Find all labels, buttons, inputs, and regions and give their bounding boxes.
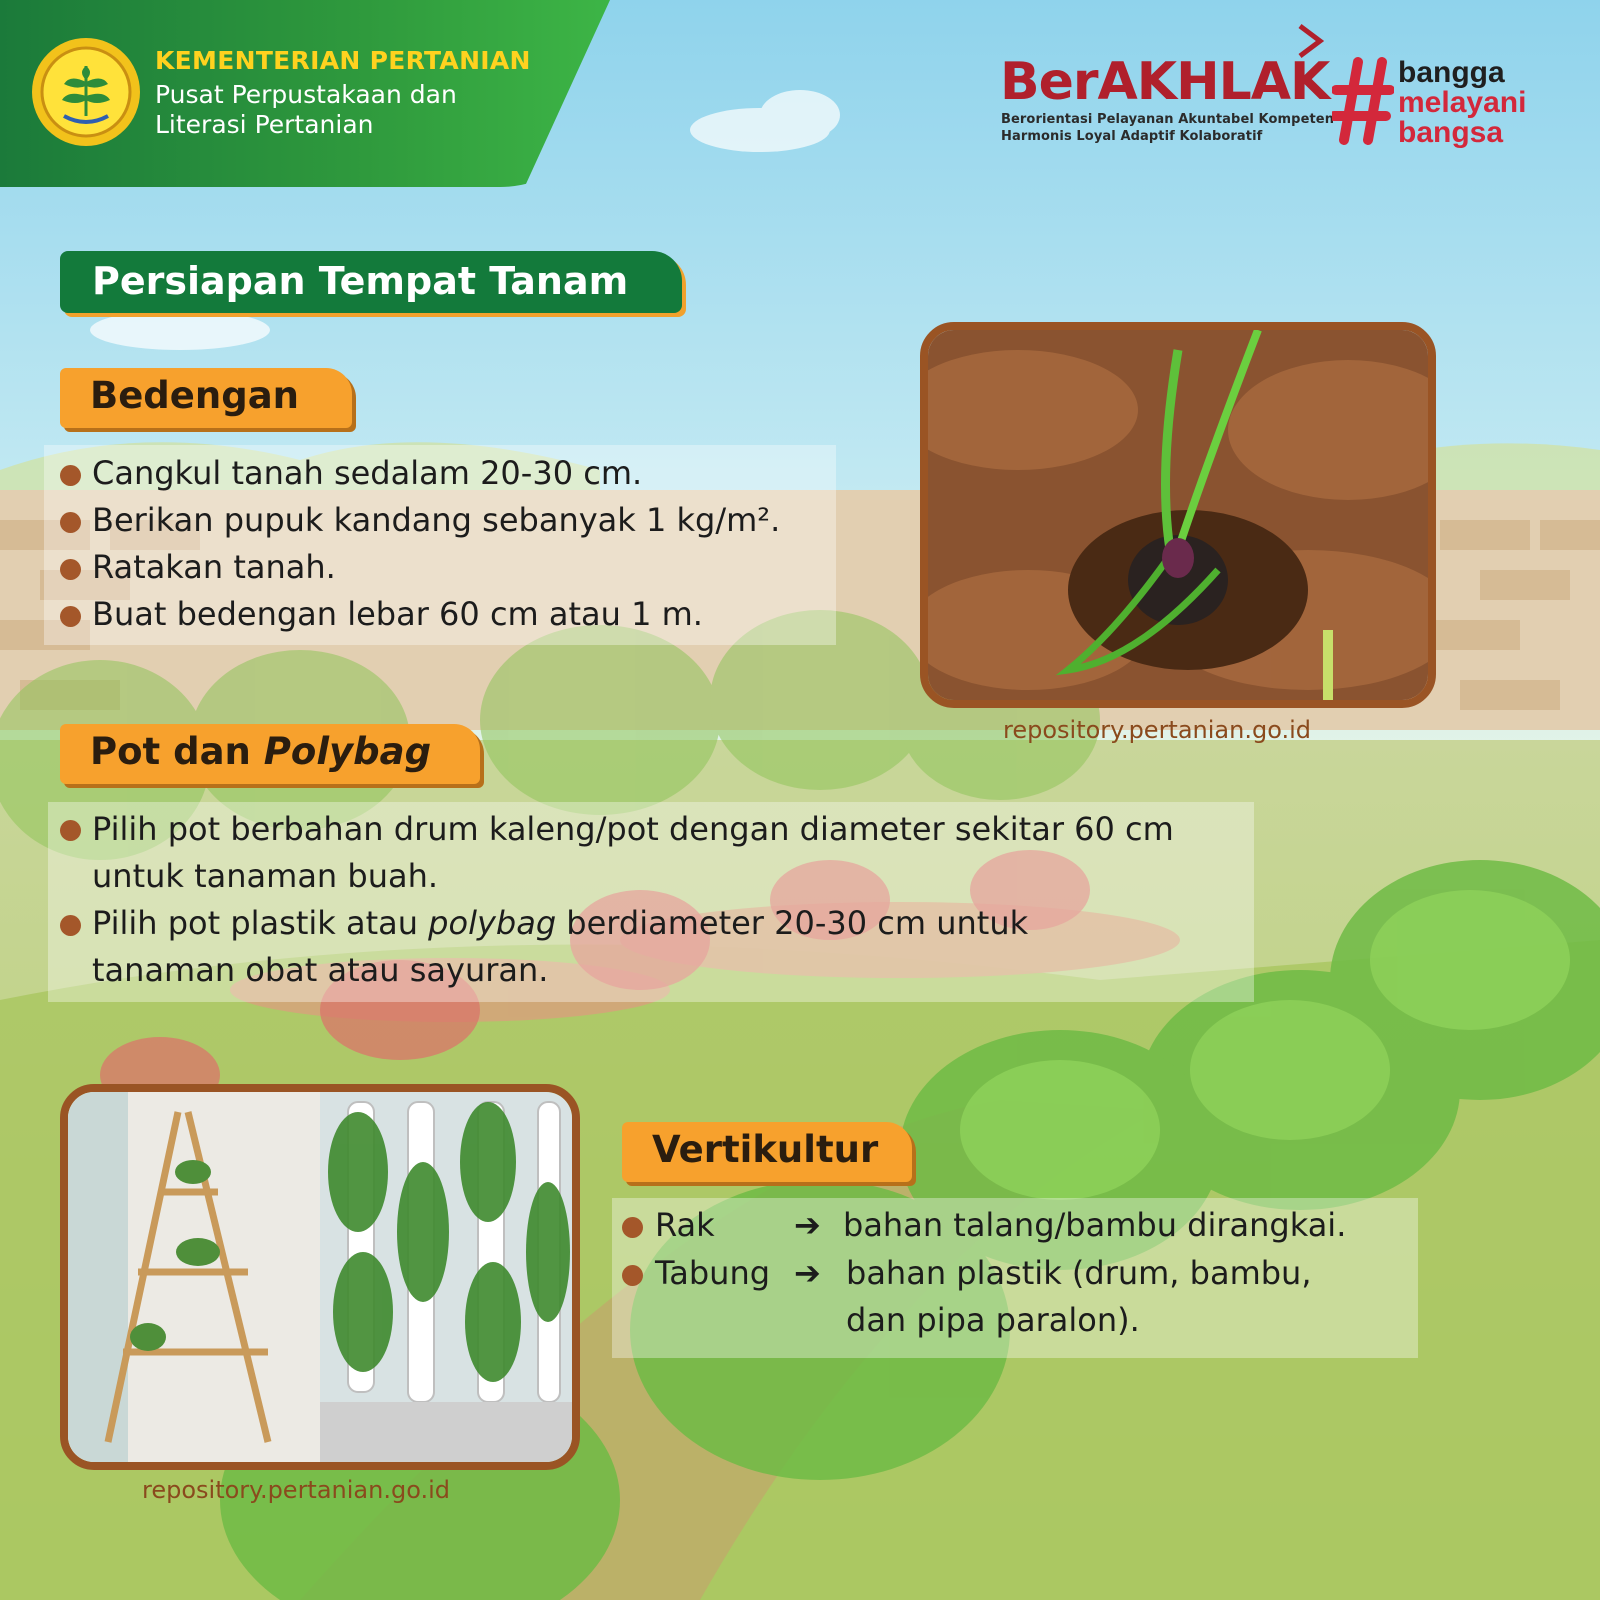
- pot-heading-plain: Pot dan: [90, 730, 264, 773]
- page-title-banner: [60, 251, 682, 313]
- vertikultur-image: [68, 1092, 572, 1462]
- berakhlak-chevron-icon: [1296, 24, 1324, 58]
- pot-item-2-italic: polybag: [428, 904, 557, 942]
- bullet-dot-icon: [60, 465, 81, 486]
- soil-photo-credit: repository.pertanian.go.id: [1003, 716, 1312, 744]
- soil-onion-image: [928, 330, 1428, 700]
- rak-description: bahan talang/bambu dirangkai.: [843, 1206, 1347, 1244]
- pot-heading-tag: [60, 724, 480, 784]
- bullet-dot-icon: [60, 915, 81, 936]
- bedengan-item: Cangkul tanah sedalam 20-30 cm.: [92, 454, 643, 492]
- berakhlak-logo-text: BerAKHLAK: [1000, 52, 1330, 112]
- arrow-right-icon: ➔: [794, 1254, 821, 1292]
- rak-label: Rak: [655, 1206, 715, 1244]
- bullet-dot-icon: [622, 1217, 643, 1238]
- arrow-right-icon: ➔: [794, 1206, 821, 1244]
- bullet-dot-icon: [60, 559, 81, 580]
- tabung-description-line-1: bahan plastik (drum, bambu,: [846, 1254, 1312, 1292]
- hashtag-icon: [1332, 56, 1394, 146]
- tagline-bangsa: bangsa: [1398, 116, 1504, 149]
- bedengan-heading: Bedengan: [90, 374, 300, 417]
- pot-item-1-line-2: untuk tanaman buah.: [92, 857, 439, 895]
- bullet-dot-icon: [622, 1265, 643, 1286]
- kementan-logo-icon: [30, 36, 142, 148]
- bedengan-item: Buat bedengan lebar 60 cm atau 1 m.: [92, 595, 703, 633]
- bedengan-item: Ratakan tanah.: [92, 548, 336, 586]
- org-name: KEMENTERIAN PERTANIAN: [155, 46, 531, 75]
- tabung-label: Tabung: [655, 1254, 771, 1292]
- tabung-description-line-2: dan pipa paralon).: [846, 1301, 1140, 1339]
- pot-item-2-post: berdiameter 20-30 cm untuk: [556, 904, 1029, 942]
- page-title: Persiapan Tempat Tanam: [92, 259, 629, 303]
- berakhlak-tagline-1: Berorientasi Pelayanan Akuntabel Kompeten: [1001, 112, 1335, 127]
- tagline-bangga: bangga: [1398, 56, 1505, 89]
- vertikultur-heading: Vertikultur: [652, 1128, 879, 1171]
- bedengan-item: Berikan pupuk kandang sebanyak 1 kg/m².: [92, 501, 781, 539]
- soil-onion-photo: [920, 322, 1436, 708]
- vertikultur-photo: [60, 1084, 580, 1470]
- unit-name-line-1: Pusat Perpustakaan dan: [155, 80, 457, 109]
- bullet-dot-icon: [60, 512, 81, 533]
- vertikultur-heading-tag: [622, 1122, 912, 1182]
- vertikultur-photo-credit: repository.pertanian.go.id: [142, 1476, 451, 1504]
- bullet-dot-icon: [60, 606, 81, 627]
- berakhlak-tagline-2: Harmonis Loyal Adaptif Kolaboratif: [1001, 129, 1263, 144]
- unit-name-line-2: Literasi Pertanian: [155, 110, 374, 139]
- tagline-melayani: melayani: [1398, 86, 1527, 119]
- pot-item-1-line-1: Pilih pot berbahan drum kaleng/pot dengan diameter sekitar 60 cm: [92, 810, 1174, 848]
- pot-heading-italic: Polybag: [263, 730, 432, 773]
- pot-item-2-line-2: tanaman obat atau sayuran.: [92, 951, 549, 989]
- bedengan-heading-tag: [60, 368, 352, 428]
- pot-item-2-line-1: [92, 904, 1028, 942]
- pot-heading: [90, 730, 431, 773]
- pot-item-2-pre: Pilih pot plastik atau: [92, 904, 429, 942]
- bullet-dot-icon: [60, 820, 81, 841]
